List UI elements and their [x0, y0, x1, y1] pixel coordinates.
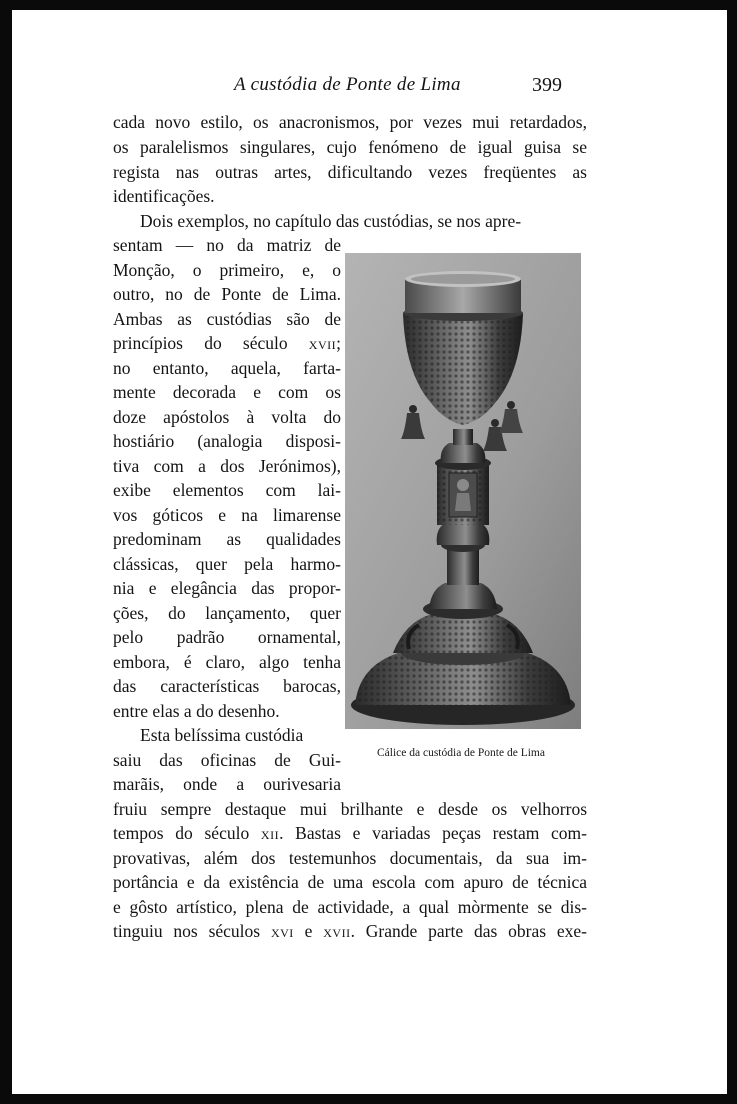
text-line: outro, no de Ponte de Lima. [113, 284, 341, 304]
book-page [12, 10, 727, 1094]
chalice-illustration [345, 253, 581, 729]
text-line: clássicas, quer pela harmo- [113, 554, 341, 574]
text-line: Esta belíssima custódia [140, 725, 304, 745]
chalice-photograph [345, 253, 581, 729]
text-line: no entanto, aquela, farta- [113, 358, 341, 378]
text-line: sentam — no da matriz de [113, 235, 341, 255]
text-line: portância e da existência de uma escola com apuro de técnica [113, 872, 587, 892]
text-line: das características barocas, [113, 676, 341, 696]
text-segment: tempos do século [113, 823, 261, 843]
page-number: 399 [532, 74, 562, 96]
text-line: regista nas outras artes, dificultando vezes freqüentes as [113, 162, 587, 182]
text-line: e gôsto artístico, plena de actividade, a qual mòrmente se dis- [113, 897, 587, 917]
text-segment: ; [336, 333, 341, 353]
text-line: pelo padrão ornamental, [113, 627, 341, 647]
text-line: Ambas as custódias são de [113, 309, 341, 329]
text-line: fruiu sempre destaque mui brilhante e desde os velhorros [113, 799, 587, 819]
text-segment: . Bastas e variadas peças restam com- [279, 823, 587, 843]
text-segment: e [293, 921, 324, 941]
text-line: provativas, além dos testemunhos documentais, da sua im- [113, 848, 587, 868]
roman-numeral: xvii [323, 921, 351, 941]
text-line: marãis, onde a ourivesaria [113, 774, 341, 794]
roman-numeral: xvii [308, 333, 337, 353]
text-segment: . Grande parte das obras exe- [350, 921, 587, 941]
roman-numeral: xvi [270, 921, 294, 941]
text-line: hostiário (analogia disposi- [113, 431, 341, 451]
text-line: identificações. [113, 186, 215, 206]
text-line: exibe elementos com lai- [113, 480, 341, 500]
running-title: A custódia de Ponte de Lima [234, 74, 461, 95]
text-line: cada novo estilo, os anacronismos, por vezes mui retardados, [113, 112, 587, 132]
text-line: ções, do lançamento, quer [113, 603, 341, 623]
text-line: saiu das oficinas de Gui- [113, 750, 341, 770]
text-line: embora, é claro, algo tenha [113, 652, 341, 672]
text-line [113, 822, 587, 844]
text-line: entre elas a do desenho. [113, 701, 280, 721]
text-line [113, 332, 341, 354]
page-header [12, 74, 727, 104]
text-line: tiva com a dos Jerónimos), [113, 456, 341, 476]
figure-caption: Cálice da custódia de Ponte de Lima [377, 747, 545, 759]
text-segment: tinguiu nos séculos [113, 921, 271, 941]
text-line: doze apóstolos à volta do [113, 407, 341, 427]
text-line: vos góticos e na limarense [113, 505, 341, 525]
text-line: mente decorada e com os [113, 382, 341, 402]
text-line: Dois exemplos, no capítulo das custódias, se nos apre- [140, 211, 522, 231]
text-line [113, 920, 587, 942]
text-line: Monção, o primeiro, e, o [113, 260, 341, 280]
text-line: nia e elegância das propor- [113, 578, 341, 598]
text-segment: princípios do século [113, 333, 309, 353]
roman-numeral: xii [260, 823, 280, 843]
text-line: os paralelismos singulares, cujo fenómeno de igual guisa se [113, 137, 587, 157]
text-line: predominam as qualidades [113, 529, 341, 549]
